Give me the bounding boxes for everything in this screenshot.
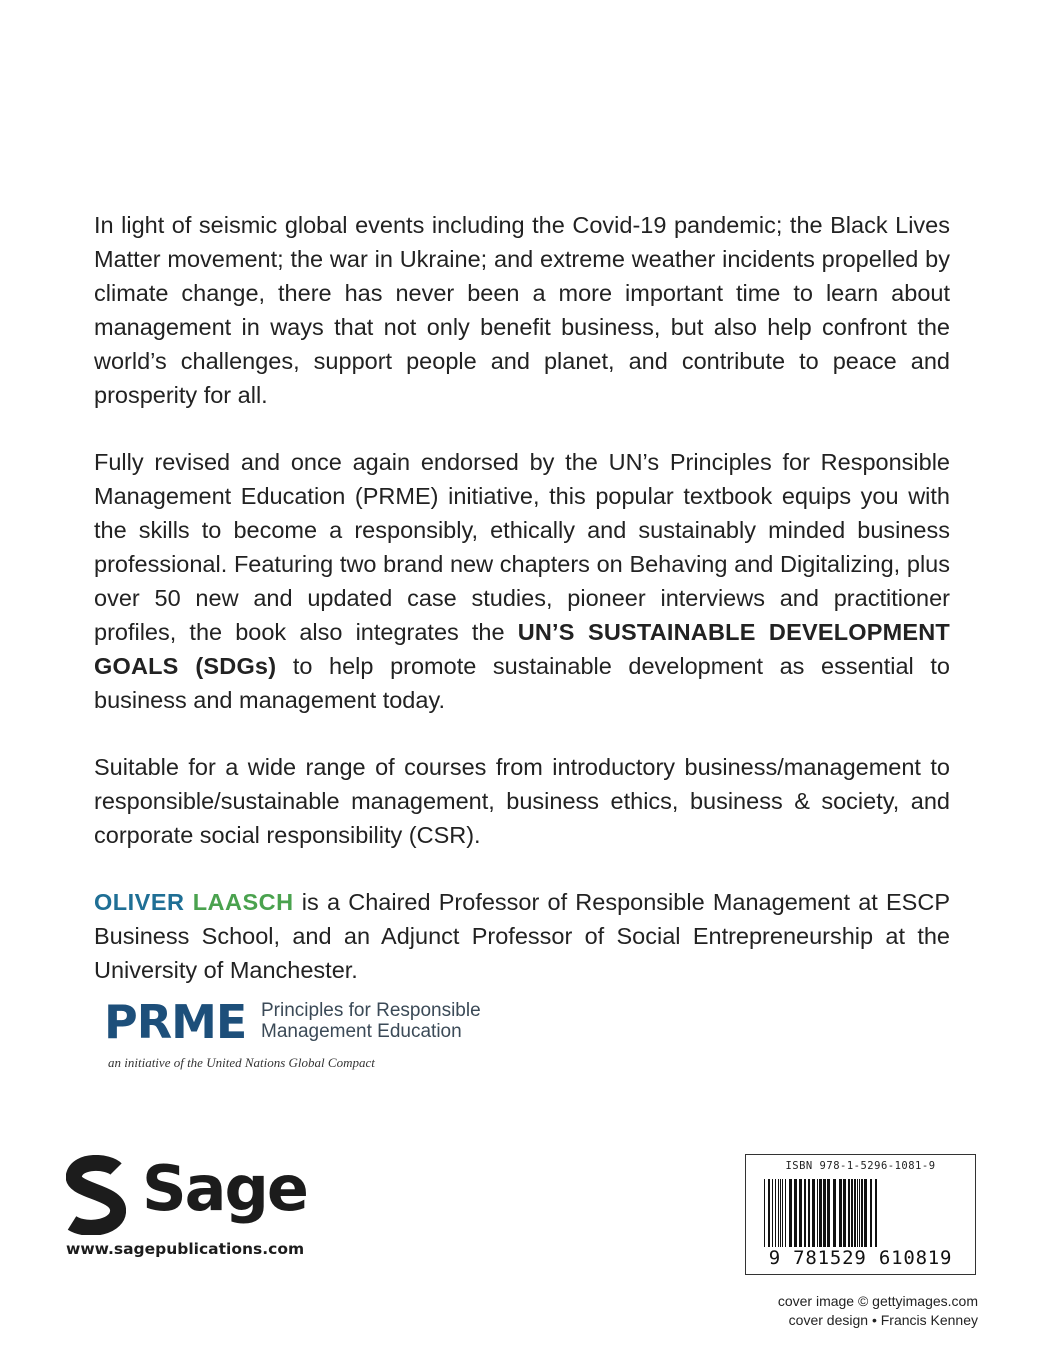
barcode-bar [875, 1179, 877, 1247]
sage-wordmark: Sage [142, 1152, 307, 1225]
barcode-bar [823, 1179, 826, 1247]
blurb-paragraph-2 [94, 445, 950, 717]
blurb-paragraph-3: Suitable for a wide range of courses from introductory business/management to responsible/sustainable management, business ethics, business & society, and corporate social responsibility (CSR). [94, 754, 950, 848]
barcode-bar [833, 1179, 836, 1247]
barcode-bar [764, 1179, 765, 1247]
barcode-bar [782, 1179, 783, 1247]
barcode-bar [817, 1179, 818, 1247]
prme-tagline-line-1: Principles for Responsible [261, 1000, 481, 1021]
isbn-barcode [745, 1154, 976, 1275]
blurb-p2-end: to help promote sustainable development as essential to business and management today. [94, 653, 950, 713]
barcode-bar [778, 1179, 779, 1247]
ean-digits: 9 781529 610819 [768, 1247, 953, 1269]
author-bio-text: is a Chaired Professor of Responsible Management at ESCP Business School, and an Adjunct Professor of Social Entrepreneurship at the University of Manchester. [94, 889, 950, 983]
barcode-bar [861, 1179, 863, 1247]
publisher-block [66, 1152, 366, 1270]
barcode-bar [859, 1179, 860, 1247]
barcode-bar [772, 1179, 773, 1247]
isbn-number: ISBN 978-1-5296-1081-9 [785, 1160, 936, 1172]
barcode-bar [812, 1179, 815, 1247]
barcode-bar [804, 1179, 806, 1247]
sdg-emphasis: UN’S SUSTAINABLE DEVELOPMENT GOALS (SDGs) [94, 619, 950, 679]
prme-endorsement [104, 995, 524, 1078]
barcode-bar [870, 1179, 872, 1247]
author-last-name: LAASCH [192, 889, 294, 915]
blurb-paragraph-1: In light of seismic global events including the Covid-19 pandemic; the Black Lives Matter movement; the war in Ukraine; and extreme weather incidents propelled by climate change, there has never been a more important time to learn about management in ways that not only benefit business, but also help confront the world’s challenges, support people and planet, and contribute to peace and prosperity for all. [94, 212, 950, 408]
author-bio [94, 885, 950, 987]
cover-image-credit: cover image © gettyimages.com [777, 1293, 978, 1309]
barcode-bar [854, 1179, 856, 1247]
barcode-bars [760, 1179, 962, 1247]
barcode-bar [785, 1179, 786, 1247]
barcode-bar [843, 1179, 846, 1247]
barcode-bar [775, 1179, 776, 1247]
cover-design-credit: cover design • Francis Kenney [788, 1312, 978, 1328]
back-cover-blurb [94, 208, 950, 987]
author-first-name: OLIVER [94, 889, 185, 915]
cover-credits [778, 1292, 978, 1330]
barcode-bar [827, 1179, 830, 1247]
prme-initiative-note: an initiative of the United Nations Global Compact [108, 1055, 375, 1070]
blurb-p2-start: Fully revised and once again endorsed by the UN’s Principles for Responsible Management Education (PRME) initiative, this popular textbook equips you with the skills to become a responsibly, ethically and sustainably minded business professional. Featuring two brand new chapters on Behaving and Digitalizing, plus over 50 new and updated case studies, pioneer interviews and practitioner profiles, the book also integrates the [94, 449, 950, 645]
barcode-bar [864, 1179, 867, 1247]
sage-s-icon [66, 1155, 126, 1235]
barcode-bar [848, 1179, 850, 1247]
barcode-bar [799, 1179, 802, 1247]
barcode-bar [857, 1179, 858, 1247]
barcode-bar [768, 1179, 770, 1247]
barcode-bar [819, 1179, 822, 1247]
prme-tagline [261, 1000, 481, 1042]
publisher-url: www.sagepublications.com [66, 1240, 305, 1258]
prme-logo: PRME [104, 995, 247, 1049]
barcode-bar [789, 1179, 792, 1247]
barcode-bar [808, 1179, 810, 1247]
barcode-bar [780, 1179, 781, 1247]
barcode-bar [794, 1179, 797, 1247]
barcode-bar [851, 1179, 853, 1247]
barcode-bar [839, 1179, 842, 1247]
prme-tagline-line-2: Management Education [261, 1021, 462, 1042]
